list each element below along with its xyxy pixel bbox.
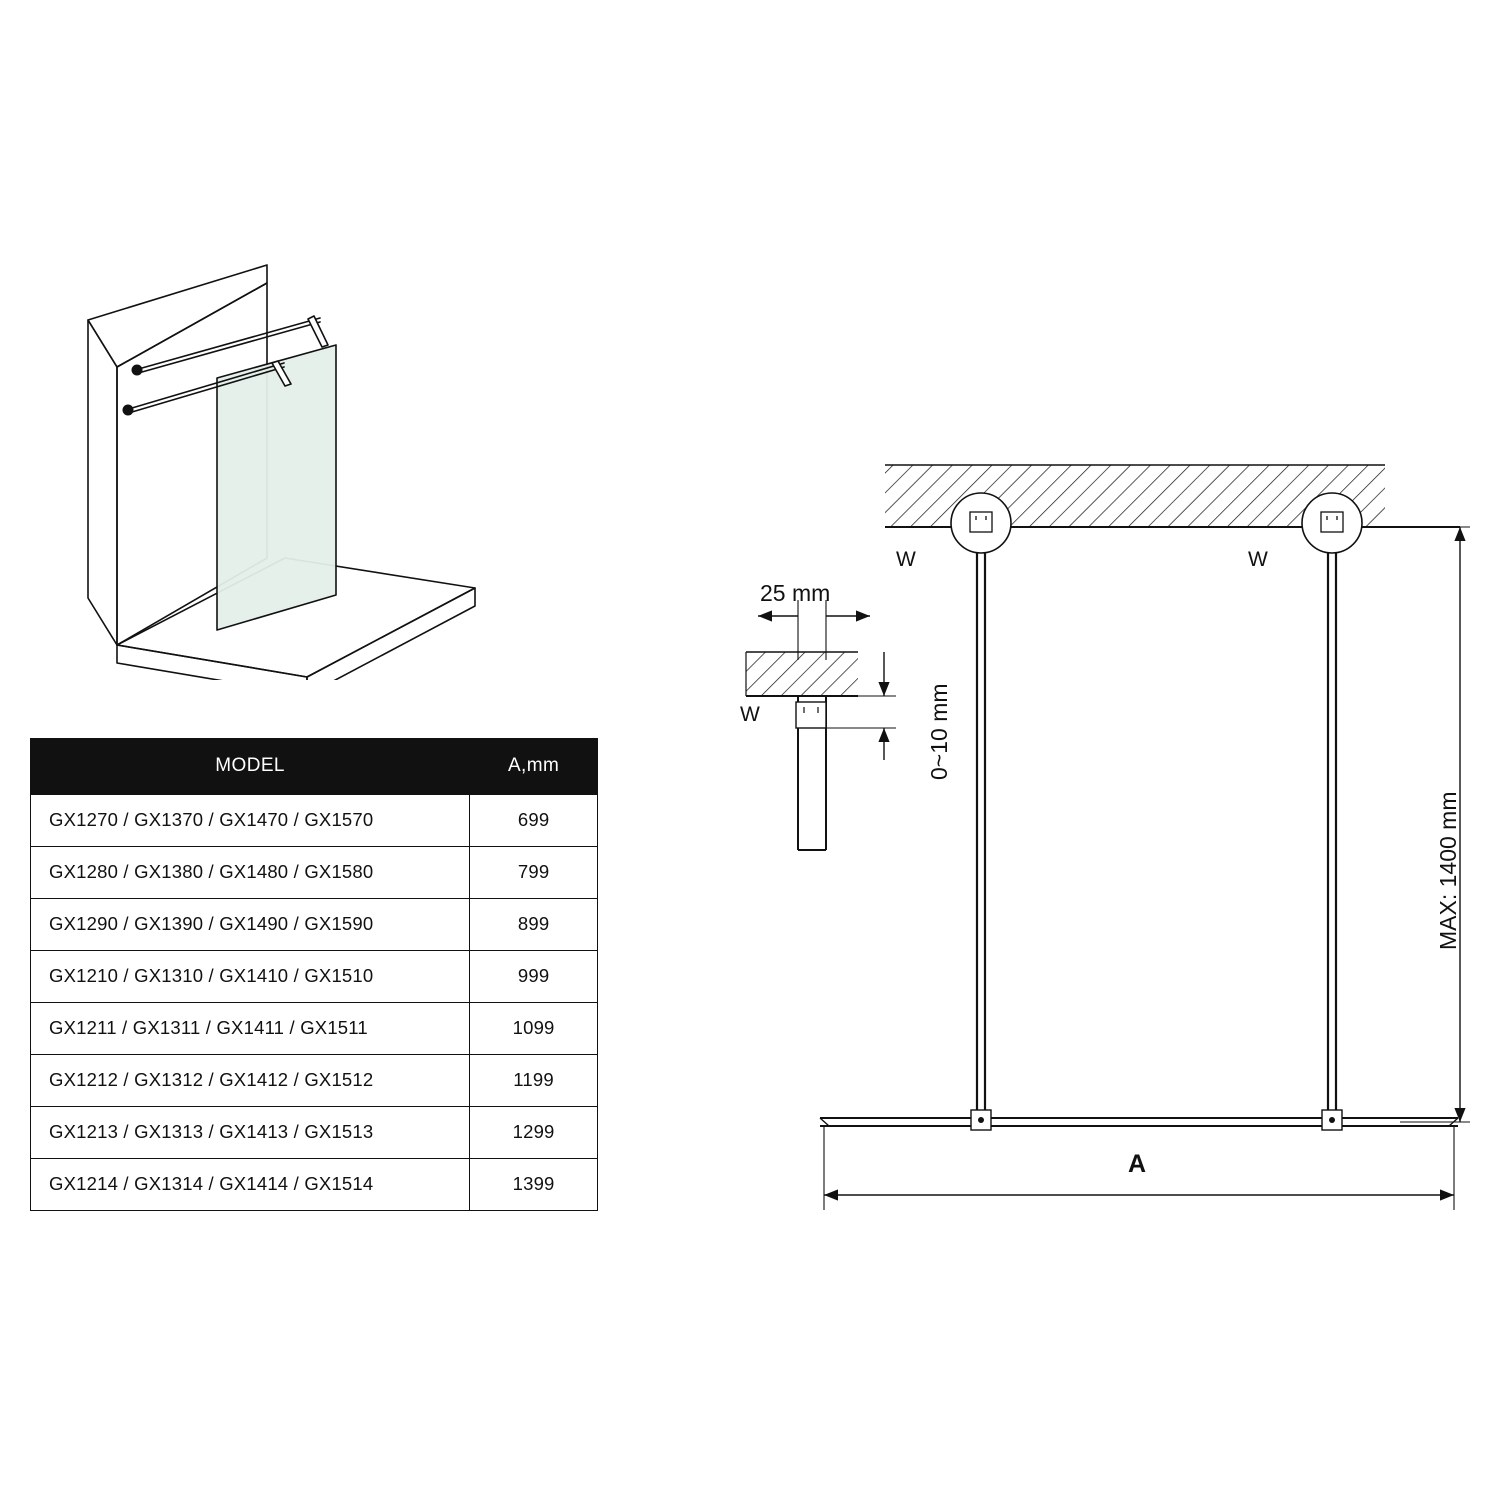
bar-mount-upper: [132, 365, 143, 376]
isometric-illustration: [70, 250, 490, 680]
cell-model: GX1213 / GX1313 / GX1413 / GX1513: [31, 1107, 470, 1159]
clamp-right-screw: [1329, 1117, 1335, 1123]
glass-left-chamfer: [820, 1118, 829, 1126]
cell-model: GX1280 / GX1380 / GX1480 / GX1580: [31, 847, 470, 899]
clamp-left-screw: [978, 1117, 984, 1123]
cell-a: 699: [470, 795, 598, 847]
dim-label-gap: 0~10 mm: [926, 683, 952, 780]
detail-bracket: [796, 702, 826, 728]
wall-left-edge: [88, 320, 117, 645]
floor-tray-front-right: [307, 588, 475, 680]
table-row: [31, 1159, 598, 1211]
table-row: [31, 1107, 598, 1159]
cell-model: GX1214 / GX1314 / GX1414 / GX1514: [31, 1159, 470, 1211]
dim-label-height: MAX: 1400 mm: [1435, 791, 1461, 950]
floor-tray-front-left: [117, 645, 307, 680]
cell-a: 999: [470, 951, 598, 1003]
cell-model: GX1212 / GX1312 / GX1412 / GX1512: [31, 1055, 470, 1107]
wall-label-left: W: [896, 548, 916, 571]
table-header-a: A,mm: [470, 739, 598, 795]
cell-a: 899: [470, 899, 598, 951]
detail-wall-hatch: [746, 652, 858, 696]
cell-model: GX1210 / GX1310 / GX1410 / GX1510: [31, 951, 470, 1003]
cell-a: 1399: [470, 1159, 598, 1211]
cell-model: GX1211 / GX1311 / GX1411 / GX1511: [31, 1003, 470, 1055]
table-row: [31, 1055, 598, 1107]
wall-label-right: W: [1248, 548, 1268, 571]
model-table: [30, 738, 598, 1211]
dim-label-width: A: [1128, 1150, 1147, 1178]
table-header-row: [31, 739, 598, 795]
bar-mount-lower: [123, 405, 134, 416]
table-row: [31, 899, 598, 951]
glass-panel: [217, 345, 336, 630]
cell-model: GX1270 / GX1370 / GX1470 / GX1570: [31, 795, 470, 847]
bar-clamp-upper: [308, 316, 328, 347]
table-row: [31, 1003, 598, 1055]
cell-a: 799: [470, 847, 598, 899]
table-row: [31, 951, 598, 1003]
technical-drawing: [700, 420, 1490, 1270]
cell-model: GX1290 / GX1390 / GX1490 / GX1590: [31, 899, 470, 951]
cell-a: 1199: [470, 1055, 598, 1107]
wall-label-detail: W: [740, 703, 760, 726]
mount-bracket-right: [1321, 512, 1343, 532]
model-table-container: [30, 738, 598, 1211]
cell-a: 1099: [470, 1003, 598, 1055]
wall-top: [88, 265, 267, 367]
table-row: [31, 795, 598, 847]
table-row: [31, 847, 598, 899]
mount-bracket-left: [970, 512, 992, 532]
cell-a: 1299: [470, 1107, 598, 1159]
dim-label-thickness: 25 mm: [760, 580, 831, 606]
table-header-model: MODEL: [31, 739, 470, 795]
